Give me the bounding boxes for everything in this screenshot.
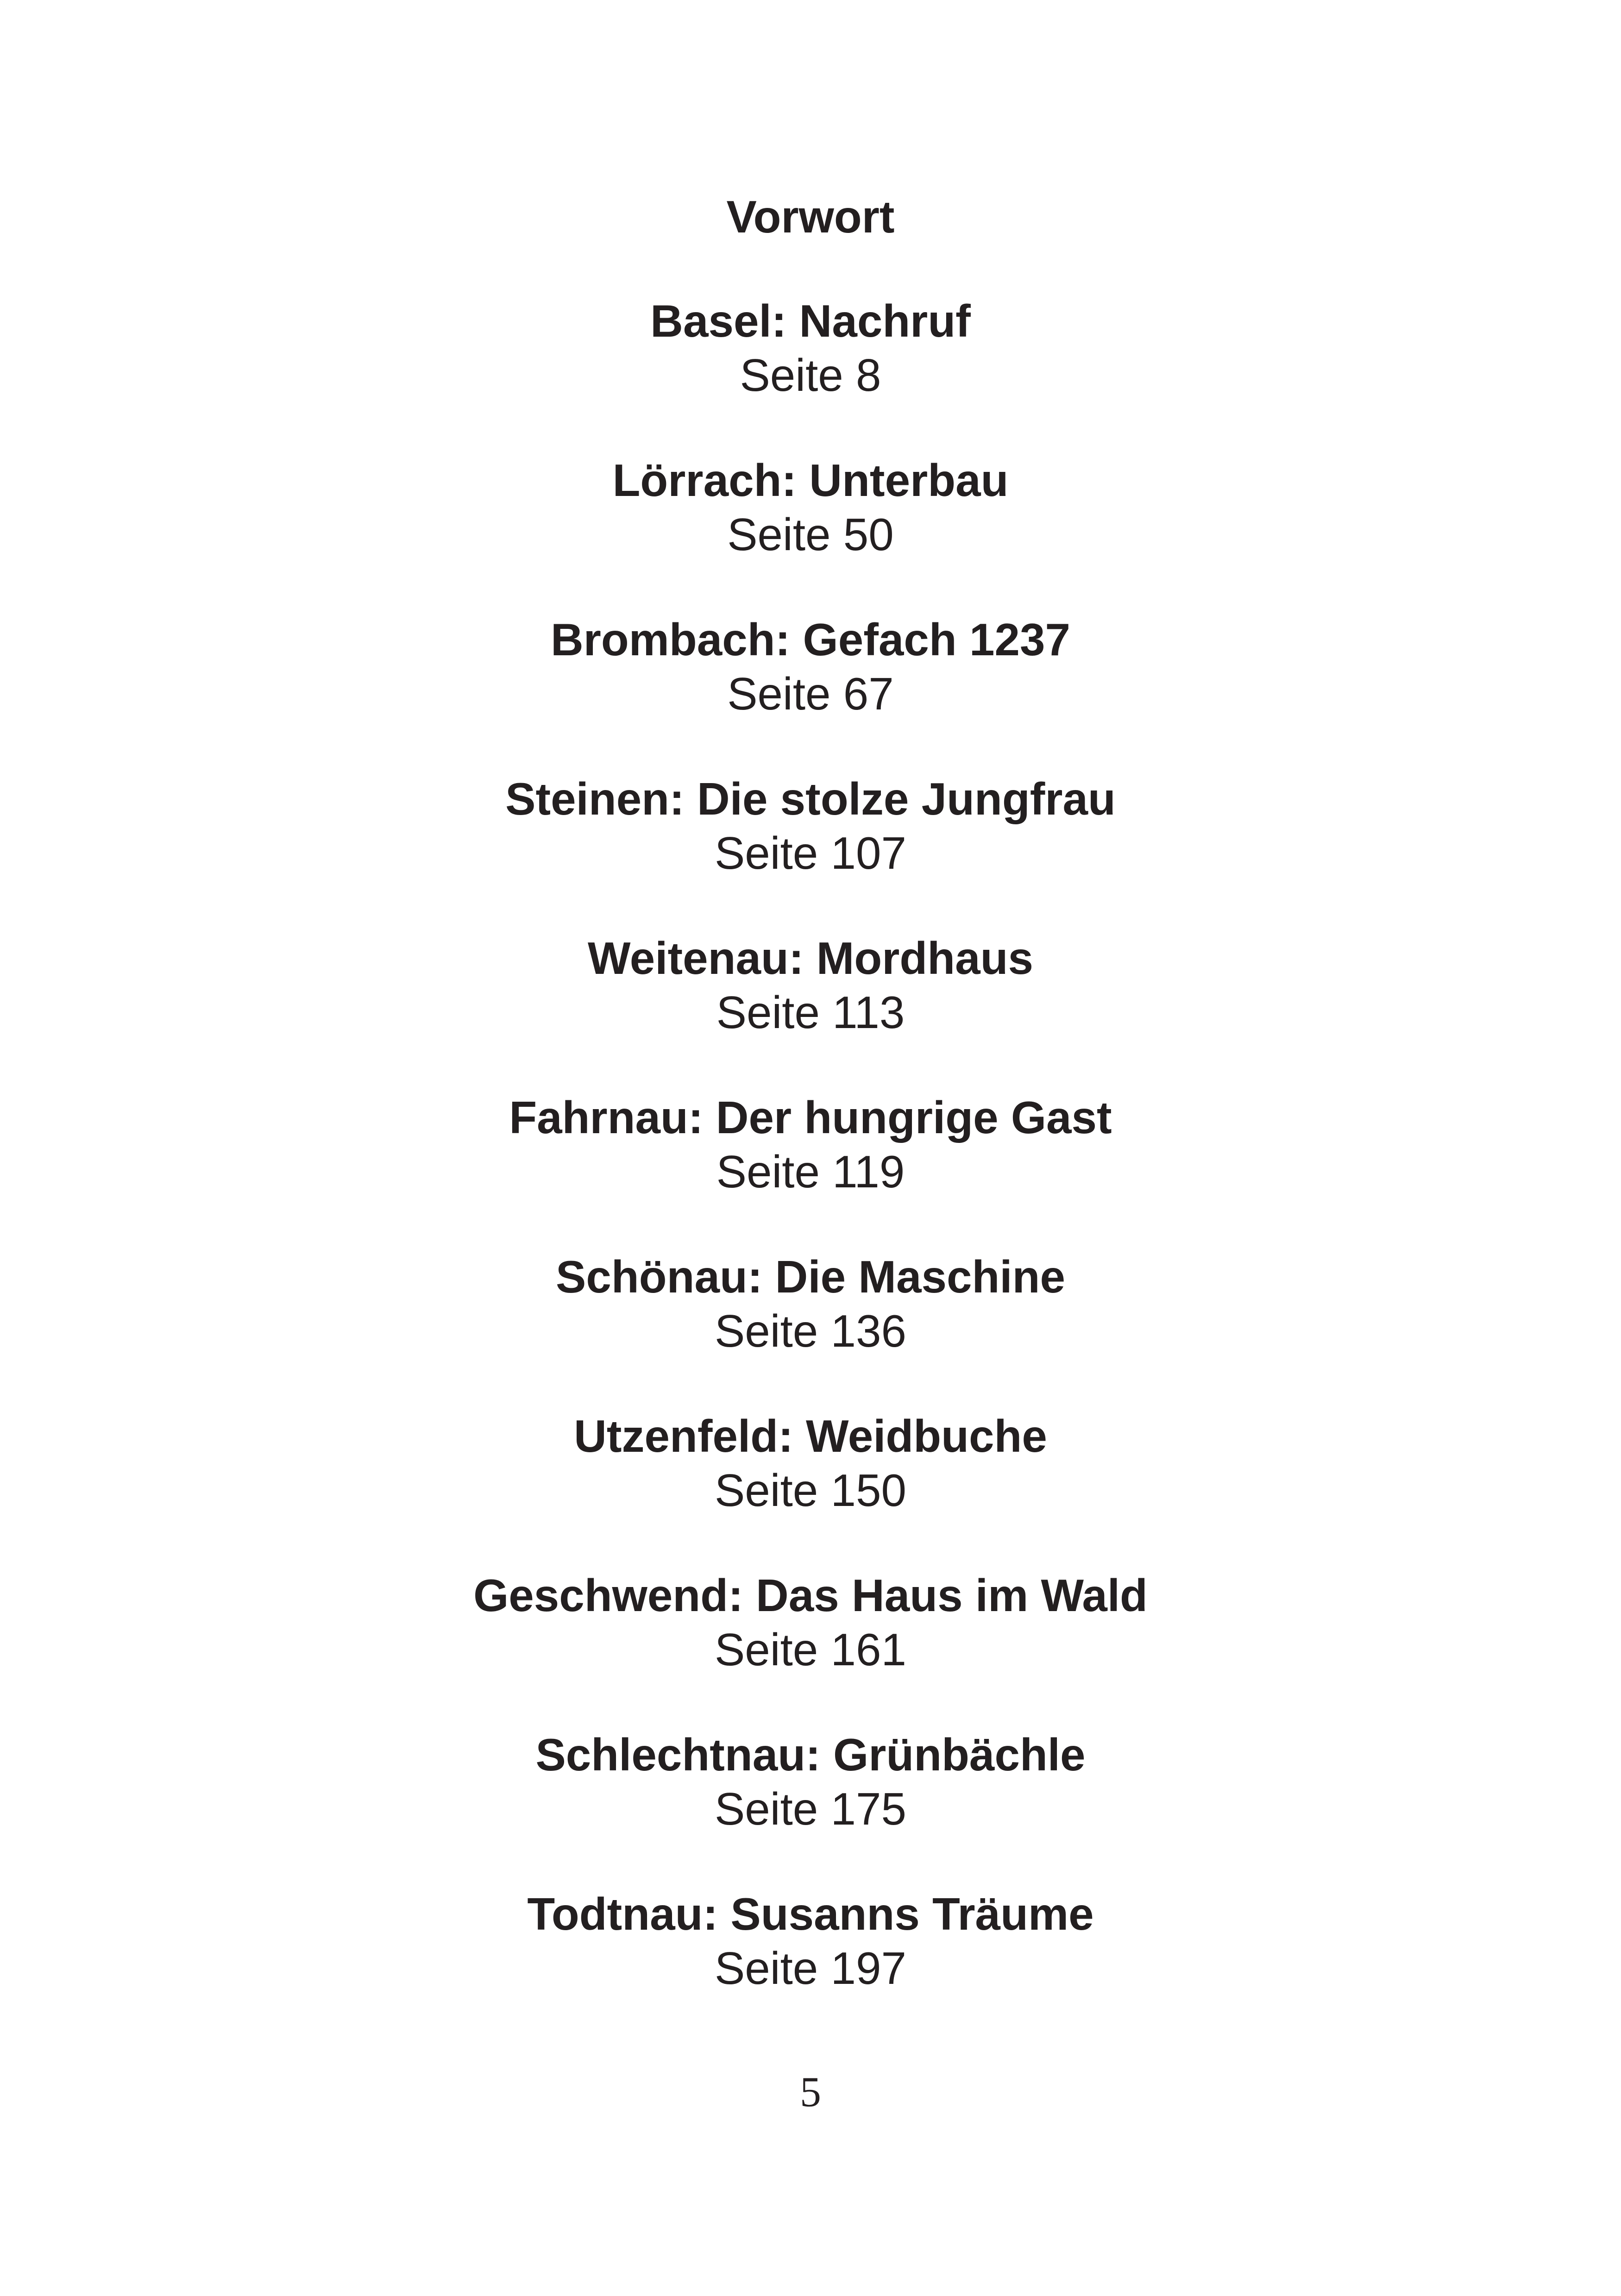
toc-entry-title: Schlechtnau: Grünbächle — [535, 1729, 1086, 1780]
toc-entry-page: Seite 119 — [716, 1146, 905, 1197]
toc-entry-page: Seite 161 — [714, 1624, 907, 1675]
toc-entry-title: Brombach: Gefach 1237 — [551, 614, 1070, 665]
page-number: 5 — [800, 2068, 821, 2115]
toc-entry-title: Weitenau: Mordhaus — [588, 933, 1033, 984]
toc-entry-page: Seite 197 — [714, 1943, 907, 1994]
toc-entry-page: Seite 8 — [740, 350, 881, 401]
toc-entry-title: Basel: Nachruf — [650, 295, 971, 346]
toc-entry-page: Seite 150 — [714, 1465, 907, 1516]
toc-entry-page: Seite 113 — [716, 987, 905, 1038]
toc-entry-title: Todtnau: Susanns Träume — [527, 1888, 1094, 1939]
toc-entry-title: Steinen: Die stolze Jungfrau — [505, 773, 1116, 824]
toc-entry-page: Seite 175 — [714, 1783, 907, 1834]
toc-heading: Vorwort — [726, 191, 895, 242]
toc-entry-title: Schönau: Die Maschine — [555, 1251, 1065, 1302]
toc-entry-title: Geschwend: Das Haus im Wald — [473, 1570, 1148, 1621]
toc-entry-page: Seite 107 — [714, 828, 907, 878]
toc-entry-page: Seite 50 — [727, 509, 894, 560]
toc-entry-page: Seite 67 — [727, 668, 894, 719]
toc-entry-title: Lörrach: Unterbau — [612, 455, 1009, 506]
toc-entry-page: Seite 136 — [714, 1305, 907, 1356]
toc-entry-title: Utzenfeld: Weidbuche — [574, 1411, 1047, 1462]
toc-entry-title: Fahrnau: Der hungrige Gast — [509, 1092, 1112, 1143]
